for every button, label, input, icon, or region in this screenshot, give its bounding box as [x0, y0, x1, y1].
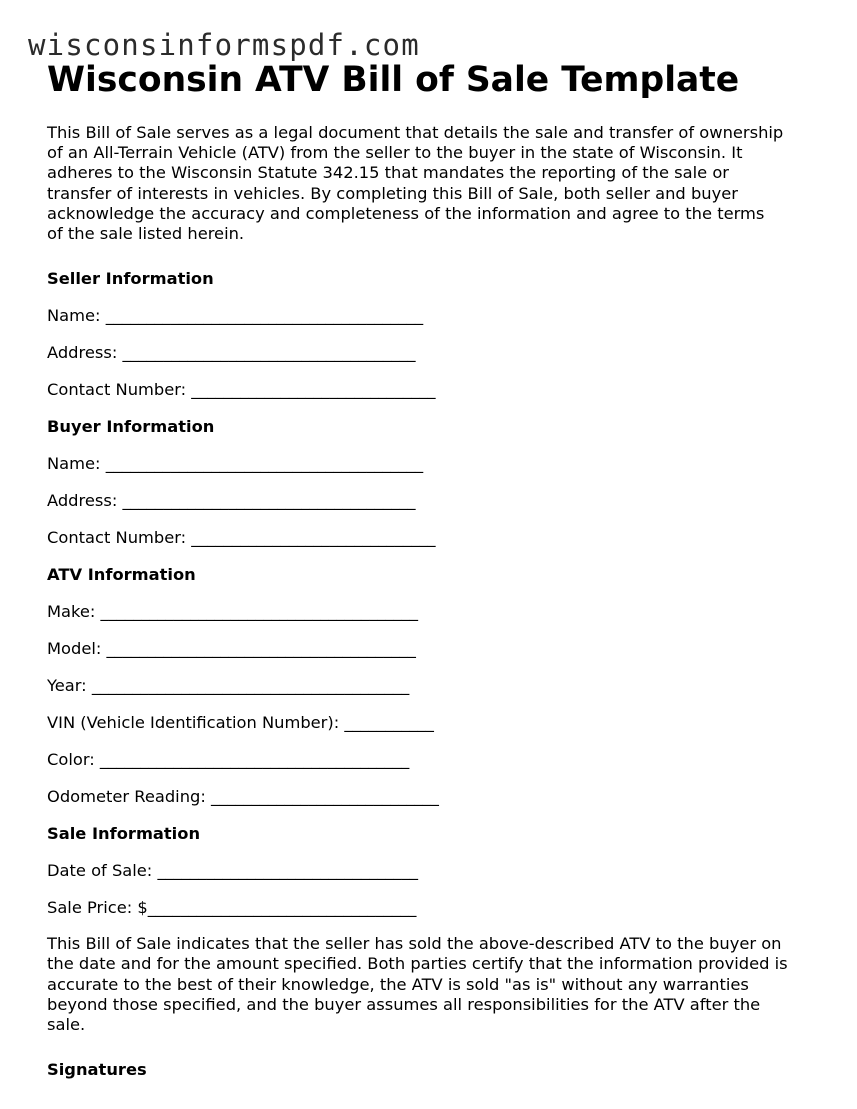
- signatures-heading: Signatures: [47, 1060, 147, 1080]
- buyer-section: [47, 408, 817, 556]
- sale-heading: Sale Information: [47, 824, 201, 844]
- closing-line: This Bill of Sale indicates that the seller has sold the above-described ATV to the buyer on: [47, 934, 782, 954]
- atv-section: [47, 556, 817, 815]
- atv-vin-field[interactable]: VIN (Vehicle Identification Number): ___________: [47, 713, 434, 733]
- watermark: wisconsinformspdf.com: [28, 28, 420, 62]
- atv-odometer-field[interactable]: Odometer Reading: ____________________________: [47, 787, 439, 807]
- atv-heading: ATV Information: [47, 565, 196, 585]
- intro-line: transfer of interests in vehicles. By completing this Bill of Sale, both seller and buyer: [47, 183, 738, 203]
- closing-line: accurate to the best of their knowledge, the ATV is sold "as is" without any warranties: [47, 974, 749, 994]
- seller-heading: Seller Information: [47, 269, 214, 289]
- closing-paragraph: [47, 934, 817, 1035]
- seller-address-field[interactable]: Address: ____________________________________: [47, 343, 416, 363]
- sale-price-field[interactable]: Sale Price: $_________________________________: [47, 898, 417, 918]
- buyer-name-field[interactable]: Name: _______________________________________: [47, 454, 424, 474]
- intro-line: adheres to the Wisconsin Statute 342.15 that mandates the reporting of the sale or: [47, 163, 729, 183]
- sale-section: [47, 815, 817, 926]
- page-title: Wisconsin ATV Bill of Sale Template: [47, 60, 740, 100]
- seller-section: [47, 260, 817, 408]
- intro-line: acknowledge the accuracy and completeness of the information and agree to the terms: [47, 203, 765, 223]
- intro-paragraph: [47, 123, 817, 244]
- sale-date-field[interactable]: Date of Sale: ________________________________: [47, 861, 418, 881]
- buyer-heading: Buyer Information: [47, 417, 215, 437]
- atv-make-field[interactable]: Make: _______________________________________: [47, 602, 419, 622]
- intro-line: This Bill of Sale serves as a legal document that details the sale and transfer of ownership: [47, 123, 784, 142]
- intro-line: of an All-Terrain Vehicle (ATV) from the seller to the buyer in the state of Wisconsin. It: [47, 143, 743, 163]
- atv-model-field[interactable]: Model: ______________________________________: [47, 639, 416, 659]
- buyer-address-field[interactable]: Address: ____________________________________: [47, 491, 416, 511]
- atv-color-field[interactable]: Color: ______________________________________: [47, 750, 410, 770]
- closing-line: the date and for the amount specified. Both parties certify that the information provided is: [47, 954, 788, 974]
- seller-contact-field[interactable]: Contact Number: ______________________________: [47, 380, 436, 400]
- intro-line: of the sale listed herein.: [47, 224, 245, 244]
- closing-line: beyond those specified, and the buyer assumes all responsibilities for the ATV after the: [47, 994, 761, 1014]
- atv-year-field[interactable]: Year: _______________________________________: [47, 676, 410, 696]
- buyer-contact-field[interactable]: Contact Number: ______________________________: [47, 528, 436, 548]
- seller-name-field[interactable]: Name: _______________________________________: [47, 306, 424, 326]
- document-body: [47, 123, 817, 1088]
- closing-line: sale.: [47, 1015, 86, 1035]
